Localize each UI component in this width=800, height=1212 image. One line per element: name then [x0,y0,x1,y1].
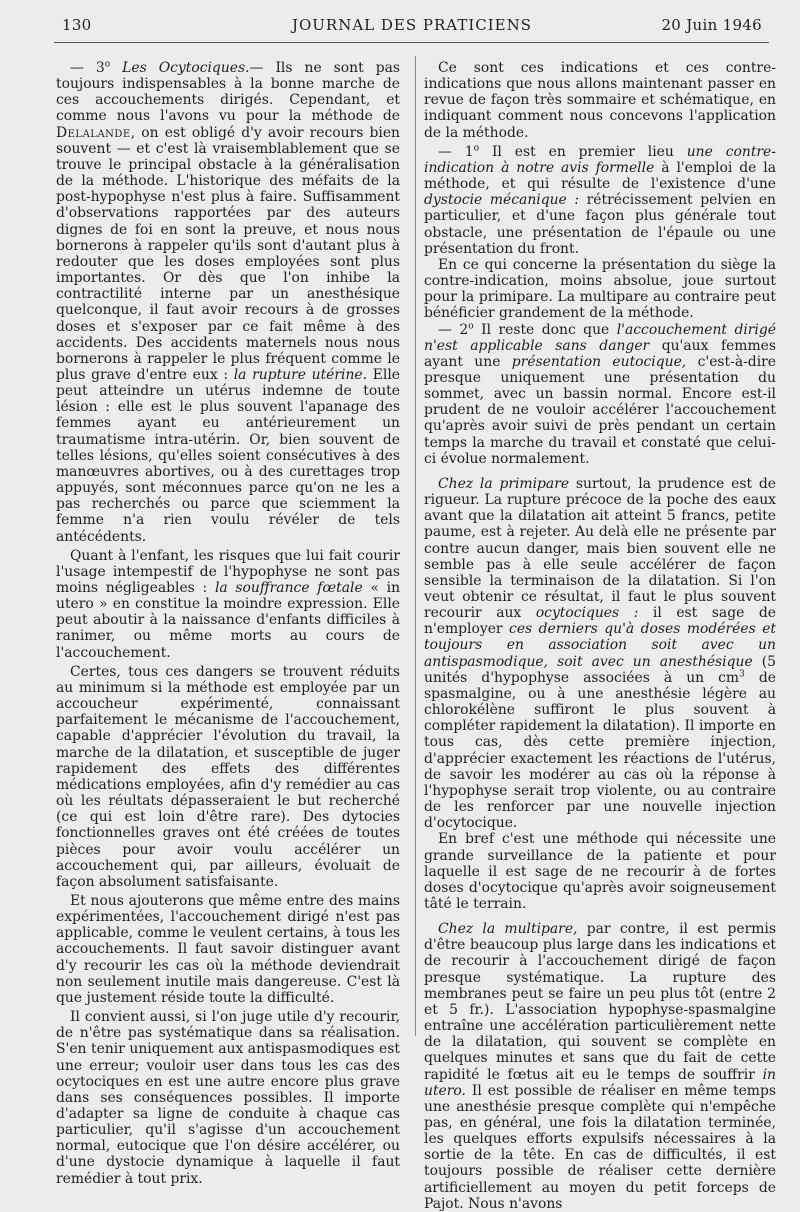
column-divider [415,56,416,1036]
right-column [424,60,776,1212]
paragraph-indications: Ce sont ces indications et ces contre-indications que nous allons maintenant passer en revue de façon très sommaire et schématique, en indiquant comment nous concevons l'application de la méthode. [424,60,776,141]
paragraph-eutocique: — 2$^o$ Il reste donc que l'accouchement dirigé n'est applicable sans danger qu'aux femmes ayant une présentation eutocique, c'est-à-dire presque uniquement une présentation du sommet, avec un bassin normal. Encore est-il prudent de ne vouloir accélérer l'accouchement qu'après avoir suivi de près pendant un certain temps la marche du travail et constaté que celui-ci évolue normalement. [424,320,776,467]
page-number: 130 [62,16,92,34]
author-name: Delalande [56,124,131,141]
paragraph-contre-indication: — 1$^o$ Il est en premier lieu une contre-indication à notre avis formelle à l'emploi de la méthode, et qui résulte de l'existence d'une dystocie mécanique : rétrécissement pelvien en particulier, et d'une façon plus générale tout obstacle, une présentation de l'épaule ou une présentation du front. [424,143,777,257]
left-column [56,60,400,1187]
paragraph-primipare: Chez la primipare surtout, la prudence est de rigueur. La rupture précoce de la poche des eaux avant que la dilatation ait atteint 5 francs, petite paume, est à rejeter. Au delà elle ne présente par contre aucun danger, mais bien souvent elle ne semble pas à elle seule accélérer de façon sensible la terminaison de la dilatation. Si l'on veut obtenir ce résultat, il faut le plus souvent recourir aux ocytociques : il est sage de n'employer ces derniers qu'à doses modérées et toujours en association soit avec un antispasmodique, soit avec un anesthésique (5 unités d'hypophyse associées à un $cm^3$ de spasmalgine, ou à une anesthésie légère au chlorokélène suffiront le plus souvent à compléter rapidement la dilatation). Il importe en tous cas, dès cette première injection, d'apprécier exactement les réactions de l'utérus, de savoir les modérer au cas où la réponse à l'hypophyse serait trop violente, ou au contraire de les renforcer par une nouvelle injection d'ocytocique. [424,475,776,832]
issue-date: 20 Juin 1946 [661,16,762,34]
paragraph-multipare: Chez la multipare, par contre, il est permis d'être beaucoup plus large dans les indications et de recourir à l'accouchement dirigé de façon presque systématique. La rupture des membranes peut se faire un peu plus tôt (entre 2 et 5 fr.). L'association hypophyse-spasmalgine entraîne une accélération particulièrement nette de la dilatation, qui souvent se complète en quelques minutes et sans que du fait de cette rapidité le fœtus ait eu le temps de souffrir in utero. Il est possible de réaliser en même temps une anesthésie presque complète qui n'empêche pas, en général, une fois la dilatation terminée, les quelques efforts expulsifs nécessaires à la sortie de la tête. En cas de difficultés, il est toujours possible de réaliser cette dernière artificiellement au moyen du petit forceps de Pajot. Nous n'avons [424,921,777,1212]
paragraph-ocytociques: — 3$^o$ Les Ocytociques.— Ils ne sont pas toujours indispensables à la bonne marche de ces accouchements dirigés. Cependant, et comme nous l'avons vu pour la méthode de Delalande, on est obligé d'y avoir recours bien souvent — et c'est là vraisemblablement que se trouve le principal obstacle à la généralisation de la méthode. L'historique des méfaits de la post-hypophyse n'est plus à faire. Suffisamment d'observations rapportées par des auteurs dignes de foi en sont la preuve, et nous nous bornerons à rappeler qu'ils sont d'autant plus à redouter que les doses employées sont plus importantes. Or dès que l'on inhibe la contractilité interne par un anesthésique quelconque, il faut avoir recours à de grosses doses et s'exposer par ce fait même à des accidents. Des accidents maternels nous nous bornerons à rappeler le plus fréquent comme le plus grave d'entre eux : la rupture utérine. Elle peut atteindre un utérus indemne de toute lésion : elle est le plus souvent l'apanage des femmes ayant eu antérieurement un traumatisme intra-utérin. Or, bien souvent de telles lésions, qu'elles soient consécutives à des manœuvres abortives, ou à des curettages trop appuyés, sont méconnues parce qu'on ne les a pas recherchés ou parce que sciemment la femme n'a rien voulu révéler de tels antécédents. [56,59,400,545]
paragraph-siege: En ce qui concerne la présentation du siège la contre-indication, moins absolue, joue surtout pour la primipare. La multipare au contraire peut bénéficier grandement de la méthode. [424,256,776,322]
paragraph-systematique: Il convient aussi, si l'on juge utile d'y recourir, de n'être pas systématique dans sa réalisation. S'en tenir uniquement aux antispasmodiques est une erreur; vouloir user dans tous les cas des ocytociques en est une autre encore plus grave dans ses conséquences possibles. Il importe d'adapter sa ligne de conduite à chaque cas particulier, qu'il s'agisse d'un accouchement normal, eutocique que l'on désire accélérer, ou d'une dystocie dynamique à laquelle il faut remédier à tout prix. [56,1009,400,1187]
journal-title: JOURNAL DES PRATICIENS [291,16,533,34]
paragraph-surveillance: En bref c'est une méthode qui nécessite une grande surveillance de la patiente et pour laquelle il est sage de ne recourir à de fortes doses d'ocytocique qu'après avoir soigneusement tâté le terrain. [424,831,776,912]
paragraph-enfant: Quant à l'enfant, les risques que lui fait courir l'usage intempestif de l'hypophyse ne sont pas moins négligeables : la souffrance fœtale « in utero » en constitue la moindre expression. Elle peut aboutir à la naissance d'enfants difficiles à ranimer, ou même morts au cours de l'accouchement. [56,547,401,661]
page-header [62,16,762,40]
paragraph-dangers: Certes, tous ces dangers se trouvent réduits au minimum si la méthode est employée par un accoucheur expérimenté, connaissant parfaitement le mécanisme de l'accouchement, capable d'apprécier l'évolution du travail, la marche de la dilatation, et susceptible de juger rapidement des effets des différentes médications employées, afin d'y remédier au cas où les réultats dépasseraient le but recherché (ce qui est loin d'être rare). Des dytocies fonctionnelles graves ont été créées de toutes pièces pour avoir voulu accélérer un accouchement qui, par ailleurs, évoluait de façon absolument satisfaisante. [56,663,400,890]
header-rule [54,42,769,43]
paragraph-mains-experimentees: Et nous ajouterons que même entre des mains expérimentées, l'accouchement dirigé n'est pas applicable, comme le veulent certains, à tous les accouchements. Il faut savoir distinguer avant d'y recourir les cas où la méthode deviendrait non seulement inutile mais dangereuse. C'est là que justement réside toute la difficulté. [56,892,400,1006]
